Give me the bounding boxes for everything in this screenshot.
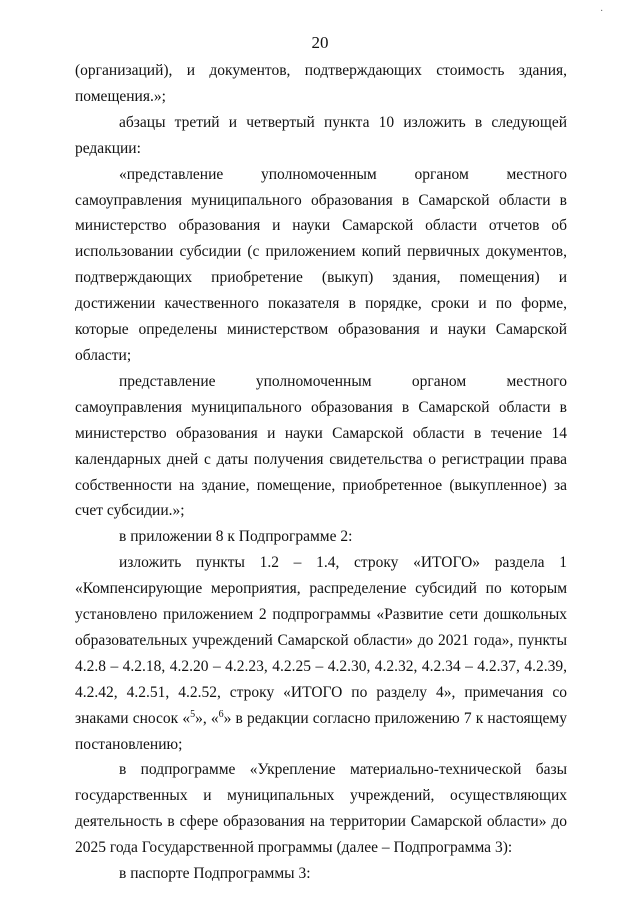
footnote-sign-5: 5 bbox=[190, 708, 196, 720]
paragraph-replace-items-part2: », « bbox=[195, 709, 219, 727]
paragraph-quoted-registration: представление уполномоченным органом местного самоуправления муниципального образования в Самарской области в министерство образования и науки Самарской области в течение 14 календарных дней с даты получения свидетельства о регистрации права собственности на здание, помещение, приобретенное (выкупленное) за счет субсидии.»; bbox=[75, 372, 567, 520]
paragraph-appendix-8: в приложении 8 к Подпрограмме 2: bbox=[119, 528, 353, 546]
paragraph-amendment-intro: абзацы третий и четвертый пункта 10 изложить в следующей редакции: bbox=[75, 113, 567, 157]
paragraph-replace-items bbox=[75, 550, 567, 757]
paragraph-quoted-reporting: «представление уполномоченным органом местного самоуправления муниципального образования в Самарской области в министерство образования и науки Самарской области отчетов об использовании субсидии (с приложением копий первичных документов, подтверждающих приобретение (выкуп) здания, помещения) и достижении качественного показателя в порядке, сроки и по форме, которые определены министерством образования и науки Самарской области; bbox=[75, 165, 567, 364]
page-number: 20 bbox=[311, 33, 329, 52]
paragraph-continuation: (организаций), и документов, подтверждающих стоимость здания, помещения.»; bbox=[75, 62, 567, 105]
paragraph-replace-items-part3: » в редакции согласно приложению 7 к настоящему постановлению; bbox=[75, 709, 567, 753]
corner-mark: · bbox=[600, 6, 604, 17]
paragraph-passport: в паспорте Подпрограммы 3: bbox=[119, 865, 311, 883]
footnote-sign-6: 6 bbox=[218, 708, 224, 720]
paragraph-replace-items-part1: изложить пункты 1.2 – 1.4, строку «ИТОГО» раздела 1 «Компенсирующие мероприятия, распределение субсидий по которым установлено приложением 2 подпрограммы «Развитие сети дошкольных образовательных учреждений Самарской области» до 2021 года», пункты 4.2.8 – 4.2.18, 4.2.20 – 4.2.23, 4.2.25 – 4.2.30, 4.2.32, 4.2.34 – 4.2.37, 4.2.39, 4.2.42, 4.2.51, 4.2.52, строку «ИТОГО по разделу 4», примечания со знаками сносок « bbox=[75, 554, 567, 727]
paragraph-subprogram-3: в подпрограмме «Укрепление материально-технической базы государственных и муниципальных учреждений, осуществляющих деятельность в сфере образования на территории Самарской области» до 2025 года Государственной программы (далее – Подпрограмма 3): bbox=[75, 761, 567, 857]
document-body bbox=[75, 58, 567, 887]
